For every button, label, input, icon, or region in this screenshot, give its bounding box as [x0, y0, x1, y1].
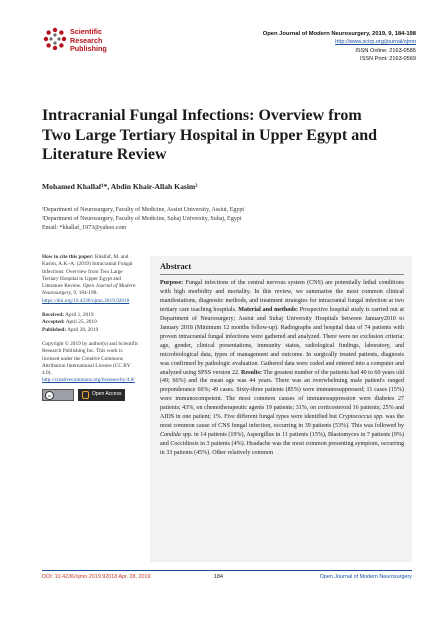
journal-info	[263, 30, 416, 64]
affiliation-2: ²Department of Neurosurgery, Faculty of Medicine, Suhaj University, Suhaj, Egypt	[42, 215, 242, 222]
received-label: Received:	[42, 312, 65, 319]
cite-text: Khallaf, M. and Kasim, A.K.-A. (2019) Intracranial Fungal Infections: Overview from Two Large Tertiary Hospital in Upper Egypt and Literature Review.	[42, 254, 133, 290]
open-access-badge	[78, 389, 125, 401]
results-text-b: was the most common cause of CNS fungal infection, occurring in 39 patients (53%). This was followed by	[160, 414, 404, 430]
affiliation-1: ¹Department of Neurosurgery, Faculty of Medicine, Assiut University, Assiut, Egypt	[42, 207, 245, 213]
copyright-text: Copyright © 2019 by author(s) and Scientific Research Publishing Inc. This work is licensed under the Creative Commons Attribution International License (CC BY 4.0).	[42, 340, 139, 377]
paper-title: Intracranial Fungal Infections: Overview from Two Large Tertiary Hospital in Upper Egypt and Literature Review	[42, 107, 377, 163]
article-sidebar	[42, 254, 140, 401]
cc-by-icon: cc	[42, 389, 74, 401]
open-lock-icon	[82, 391, 89, 399]
methods-text: Prospective hospital study is carried out at Department of Neurosurgery; Assiut and Suhaj University Hospitals between January2010 to January 2018 (Minimum 12 months follow-up). Radiographs and hospital data of 74 patients with proven intracranial fungal infections were gathered and analyzed. There were no exclusion criteria: age, gender, clinical presentations, immunity status, radiological findings, laboratory, and microbiological data, types of management and outcome. In surgically treated patients, diagnosis was confirmed by pathologic evaluation. Gathered data were coded and entered into a computer and analyzed using SPSS version 22.	[160, 306, 404, 376]
dates-block	[42, 312, 140, 334]
logo-line-1: Scientific	[70, 27, 102, 36]
abstract-body	[160, 279, 404, 458]
footer-divider	[42, 570, 412, 571]
cite-label: How to cite this paper:	[42, 254, 94, 260]
issn-print: ISSN Print: 2163-0569	[360, 56, 416, 63]
publisher-logo	[42, 26, 162, 66]
copyright-block	[42, 341, 140, 385]
abstract-divider	[160, 274, 404, 275]
accepted-date: April 25, 2019	[65, 319, 97, 326]
footer-journal: Open Journal of Modern Neurosurgery	[319, 574, 412, 580]
publisher-name	[70, 28, 107, 54]
purpose-text: Fungal infections of the central nervous system (CNS) are potentially lethal conditions with high morbidity and mortality. In this review, we summarise the most common clinical manifestations, diagnostic methods, and treatment strategies for intracranial fungal infection at two tertiary care teaching hospitals.	[160, 280, 404, 313]
journal-line: Open Journal of Modern Neurosurgery, 2019, 9, 184-198	[262, 31, 416, 37]
open-access-label: Open Access	[92, 391, 122, 398]
journal-url-link[interactable]: http://www.scirp.org/journal/ojmn	[335, 39, 416, 46]
author-list: Mohamed Khallaf¹*, Abdin Khair-Allah Kasim²	[42, 182, 198, 191]
cite-volume: 9, 184-198.	[73, 290, 98, 297]
affiliations	[42, 206, 244, 232]
issn-online: ISSN Online: 2163-0585	[355, 47, 416, 54]
candida-term: Candida spp.	[160, 432, 193, 439]
citation-block	[42, 254, 140, 305]
results-text-c: in 14 patients (19%), Aspergillus in 11 patients (15%), Blastomyces in 7 patients (9%) and Coccidiosis in 3 patients (4%). Headache was the most common presenting symptom, occurring in 33 patients (45%). Other relatively common	[160, 432, 404, 457]
license-badges	[42, 389, 140, 401]
cryptococcus-term: Cryptococcus spp.	[338, 414, 384, 421]
abstract-heading: Abstract	[160, 262, 192, 271]
received-date: April 1, 2019	[65, 312, 94, 319]
scirp-logo-icon	[42, 26, 68, 52]
doi-link[interactable]: https://doi.org/10.4236/ojmn.2019.92018	[42, 297, 130, 304]
logo-line-2: Research	[70, 35, 103, 45]
methods-label: Material and methods:	[238, 306, 298, 313]
license-link[interactable]: http://creativecommons.org/licenses/by/4.0/	[42, 377, 135, 384]
footer-doi: DOI: 10.4236/ojmn.2019.92018 Apr. 28, 2019	[42, 574, 151, 580]
accepted-label: Accepted:	[42, 319, 65, 326]
results-text-a: The greatest number of the patients had 40 to 60 years old (49; 66%) and the mean age was 44 years. There was an overwhelming male patient's ranged preponderance 66%; 49 cases. Sixty-three patients (85%) were immunosuppressed; 11 cases (15%) were immunocompetent. The most common causes of immunosuppression were diabetes 27 patients; 43%, on chemotherapeutic agents 19 patients; 31%, on corticosteroid 16 patients; 25% and AIDS in one patient; 1%. Five different fungal types were identified but	[160, 369, 404, 421]
published-label: Published:	[42, 326, 67, 333]
logo-line-3: Publishing	[70, 44, 107, 54]
author-email: Email: *khallaf_1973@yahoo.com	[42, 224, 127, 231]
page-number: 184	[214, 574, 223, 580]
cite-journal: Open Journal of Modern Neurosurgery,	[42, 283, 136, 297]
published-date: April 28, 2019	[67, 326, 99, 333]
purpose-label: Purpose:	[160, 280, 184, 286]
results-label: Results:	[241, 369, 262, 376]
